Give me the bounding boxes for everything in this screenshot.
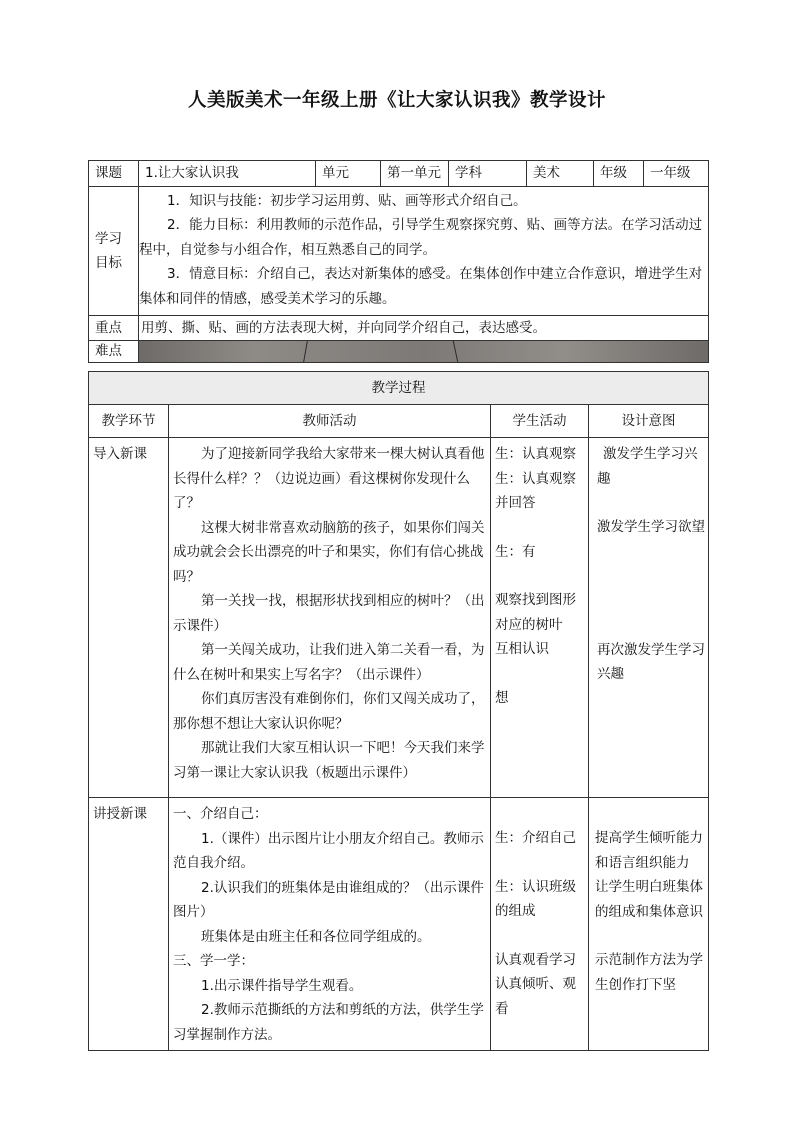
student-activity-cell	[491, 798, 589, 1051]
goals-label	[89, 186, 139, 315]
header-stage: 教学环节	[89, 405, 169, 438]
intent-line: 让学生明白班集体的组成和集体意识	[595, 879, 703, 920]
student-line: 生：有	[495, 543, 536, 560]
teacher-line: 1.出示课件指导学生观看。	[201, 977, 363, 994]
intent-cell	[589, 438, 709, 798]
teacher-line: 2.教师示范撕纸的方法和剪纸的方法，供学生学习掌握制作方法。	[173, 1002, 484, 1043]
teacher-line: 你们真厉害没有难倒你们，你们又闯关成功了，那你想不想让大家认识你呢？	[173, 691, 485, 732]
student-line: 生：认真观察	[495, 446, 576, 462]
difficult-value	[139, 341, 709, 363]
goal-item: 1．知识与技能：初步学习运用剪、贴、画等形式介绍自己。	[167, 192, 527, 209]
unit-label: 单元	[316, 161, 381, 187]
intent-line: 提高学生倾听能力和语言组织能力	[595, 830, 703, 871]
grade-value: 一年级	[644, 161, 709, 187]
student-line: 想	[495, 689, 509, 706]
lesson-label: 课题	[89, 161, 139, 187]
info-table	[88, 160, 709, 363]
student-line: 生：认识班级的组成	[495, 878, 576, 919]
subject-label: 学科	[449, 161, 527, 187]
student-line: 生：认真观察并回答	[495, 470, 576, 511]
goal-item: 2．能力目标：利用教师的示范作品，引导学生观察探究剪、贴、画等方法。在学习活动过程中，自觉参与小组合作，相互熟悉自己的同学。	[139, 217, 703, 258]
goal-item: 3．情意目标：介绍自己，表达对新集体的感受。在集体创作中建立合作意识，增进学生对集体和同伴的情感，感受美术学习的乐趣。	[139, 266, 703, 307]
teacher-line: 2.认识我们的班集体是由谁组成的？（出示课件图片）	[173, 879, 484, 920]
stage-cell: 讲授新课	[89, 798, 169, 1051]
teacher-activity-cell	[169, 438, 491, 798]
goals-content	[139, 186, 709, 315]
teacher-line: 这棵大树非常喜欢动脑筋的孩子，如果你们闯关成功就会会长出漂亮的叶子和果实，你们有信心挑战吗？	[173, 519, 485, 585]
page-title: 人美版美术一年级上册《让大家认识我》教学设计	[187, 90, 606, 111]
teacher-line: 一、介绍自己：	[173, 806, 268, 822]
unit-value: 第一单元	[381, 161, 449, 187]
subject-value: 美术	[527, 161, 594, 187]
teacher-line: 那就让我们大家互相认识一下吧！今天我们来学习第一课让大家认识我（板题出示课件）	[173, 740, 485, 781]
lesson-value: 1.让大家认识我	[139, 161, 316, 187]
intent-cell	[589, 798, 709, 1051]
student-line: 观察找到图形对应的树叶	[495, 592, 576, 633]
student-line: 认真倾听、观看	[495, 976, 576, 1017]
header-intent: 设计意图	[589, 405, 709, 438]
teacher-line: 三、学一学：	[173, 953, 254, 969]
process-title: 教学过程	[89, 372, 709, 405]
student-line: 认真观看学习	[495, 951, 576, 968]
header-student: 学生活动	[491, 405, 589, 438]
teacher-line: 第一关找一找，根据形状找到相应的树叶？（出示课件）	[173, 593, 485, 634]
intent-line: 示范制作方法为学生创作打下坚	[595, 952, 703, 993]
grade-label: 年级	[594, 161, 644, 187]
process-table	[88, 371, 709, 1051]
teacher-activity-cell	[169, 798, 491, 1051]
difficult-label: 难点	[89, 341, 139, 363]
goals-label-text: 学习目标	[95, 230, 122, 271]
difficult-image-strip	[139, 341, 708, 362]
student-activity-cell	[491, 438, 589, 798]
key-value: 用剪、撕、贴、画的方法表现大树，并向同学介绍自己，表达感受。	[139, 315, 709, 341]
intent-line: 激发学生学习兴趣	[597, 446, 698, 487]
stage-cell: 导入新课	[89, 438, 169, 798]
teacher-line: 班集体是由班主任和各位同学组成的。	[201, 928, 431, 945]
teacher-line: 1.（课件）出示图片让小朋友介绍自己。教师示范自我介绍。	[173, 830, 484, 871]
key-label: 重点	[89, 315, 139, 341]
student-line: 生：介绍自己	[495, 830, 576, 846]
teacher-line: 第一关闯关成功，让我们进入第二关看一看，为什么在树叶和果实上写名字？（出示课件）	[173, 642, 485, 683]
intent-line: 再次激发学生学习兴趣	[597, 641, 705, 682]
student-line: 互相认识	[495, 641, 549, 657]
teacher-line: 为了迎接新同学我给大家带来一棵大树认真看他长得什么样？？（边说边画）看这棵树你发现什么了？	[173, 446, 485, 511]
intent-line: 激发学生学习欲望	[597, 519, 705, 535]
header-teacher: 教师活动	[169, 405, 491, 438]
